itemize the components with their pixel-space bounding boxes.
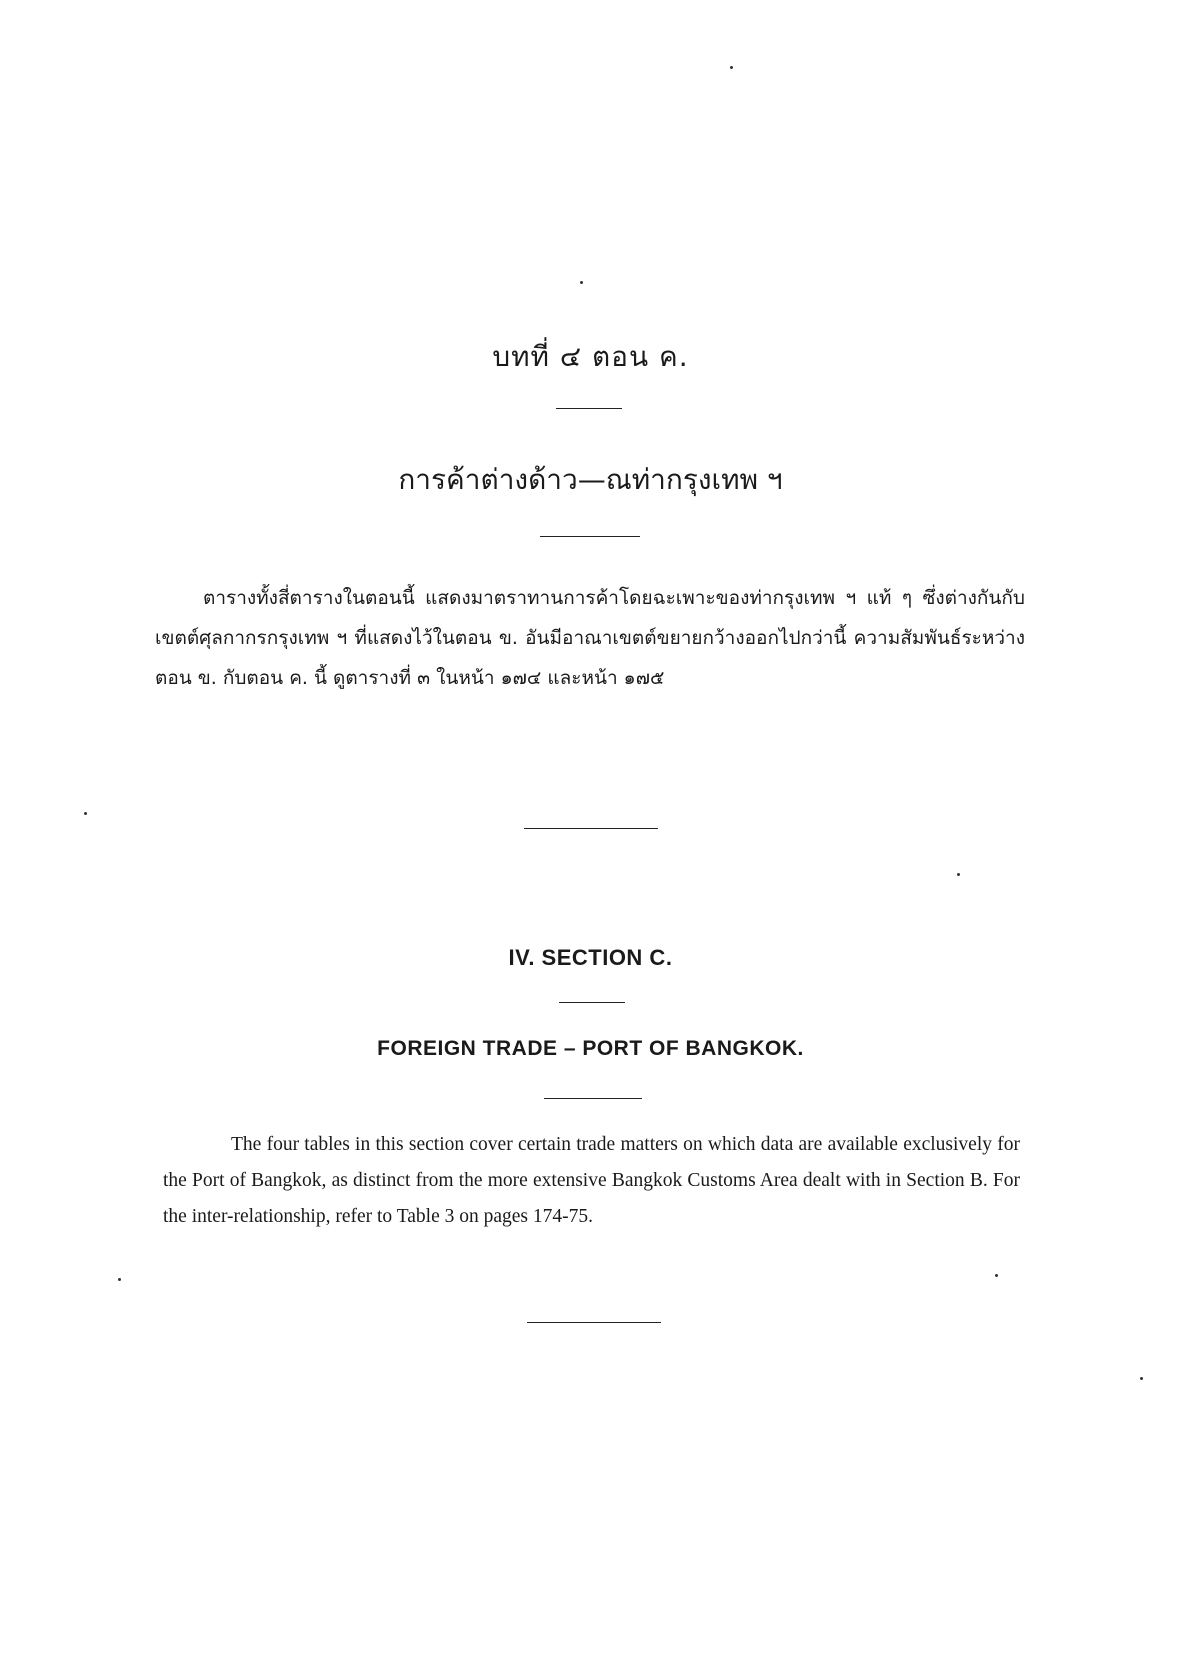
english-paragraph-text: The four tables in this section cover certain trade matters on which data are available exclusively for the Port of Bangkok, as distinct from the more extensive Bangkok Customs Area dealt with in Section B. For the inter-relationship, refer to Table 3 on pages 174-75. [163, 1134, 1020, 1227]
english-paragraph [163, 1127, 1020, 1235]
divider-rule [559, 1002, 625, 1003]
divider-rule [524, 828, 658, 829]
scan-speck [118, 1278, 121, 1281]
scan-speck [580, 281, 583, 284]
thai-paragraph-text: ตารางทั้งสี่ตารางในตอนนี้ แสดงมาตราทานการค้าโดยฉะเพาะของท่ากรุงเทพ ฯ แท้ ๆ ซึ่งต่างกันกับเขตต์ศุลกากรกรุงเทพ ฯ ที่แสดงไว้ในตอน ข. อันมีอาณาเขตต์ขยายกว้างออกไปกว่านี้ ความสัมพันธ์ระหว่างตอน ข. กับตอน ค. นี้ ดูตารางที่ ๓ ในหน้า ๑๗๔ และหน้า ๑๗๕ [155, 587, 1025, 689]
scan-speck [730, 66, 733, 69]
section-heading: IV. SECTION C. [508, 945, 673, 970]
thai-title: การค้าต่างด้าว—ณท่ากรุงเทพ ฯ [398, 463, 783, 496]
scan-speck [957, 873, 960, 876]
thai-chapter-heading: บทที่ ๔ ตอน ค. [492, 340, 689, 373]
section-title: FOREIGN TRADE – PORT OF BANGKOK. [377, 1037, 804, 1060]
divider-rule [540, 536, 640, 537]
scan-speck [84, 812, 87, 815]
thai-paragraph [155, 578, 1025, 698]
scan-speck [1140, 1377, 1143, 1380]
divider-rule [544, 1098, 642, 1099]
divider-rule [556, 408, 622, 409]
scan-speck [995, 1274, 998, 1277]
divider-rule [527, 1322, 661, 1323]
